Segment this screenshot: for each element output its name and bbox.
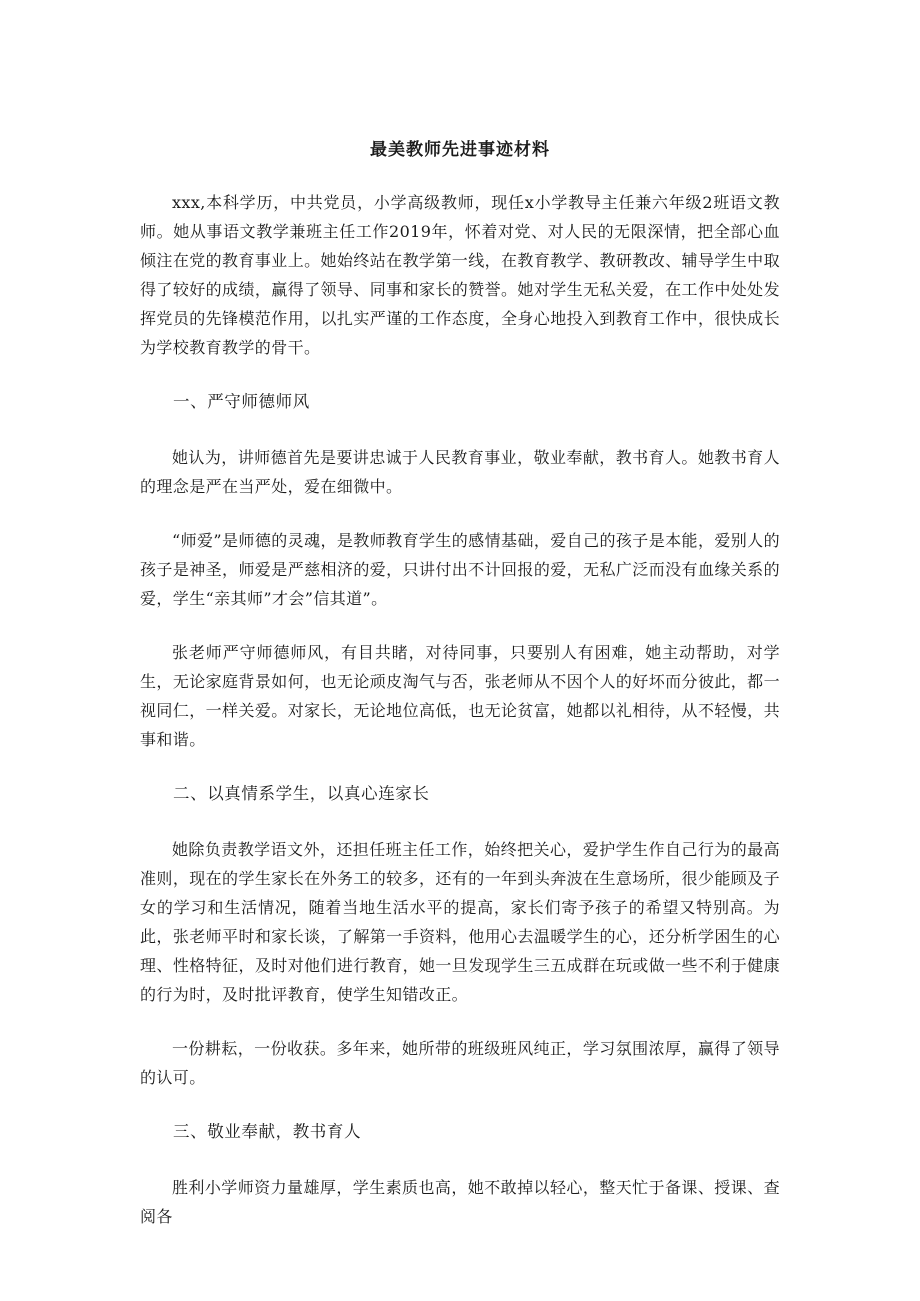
- paragraph: 张老师严守师德师风，有目共睹，对待同事，只要别人有困难，她主动帮助，对学生，无论家庭背景如何，也无论顽皮淘气与否，张老师从不因个人的好坏而分彼此，都一视同仁，一样关爱。对家长，无论地位高低，也无论贫富，她都以礼相待，从不轻慢，共事和谐。: [140, 643, 780, 749]
- section-heading-3: 三、敬业奉献，教书育人: [173, 1122, 362, 1141]
- paragraph: 一份耕耘，一份收获。多年来，她所带的班级班风纯正，学习氛围浓厚，赢得了领导的认可。: [140, 1039, 780, 1087]
- section-heading-2: 二、以真情系学生，以真心连家长: [173, 784, 430, 803]
- section-heading-1: 一、严守师德师风: [173, 392, 310, 411]
- paragraph: 她除负责教学语文外，还担任班主任工作，始终把关心，爱护学生作自己行为的最高准则，现在的学生家长在外务工的较多，还有的一年到头奔波在生意场所，很少能顾及子女的学习和生活情况，随着当地生活水平的提高，家长们寄予孩子的希望又特别高。为此，张老师平时和家长谈，了解第一手资料，他用心去温暖学生的心，还分析学困生的心理、性格特征，及时对他们进行教育，她一旦发现学生三五成群在玩或做一些不利于健康的行为时，及时批评教育，使学生知错改正。: [140, 840, 780, 1004]
- intro-paragraph: xxx,本科学历，中共党员，小学高级教师，现任x小学教导主任兼六年级2班语文教师。她从事语文教学兼班主任工作2019年，怀着对党、对人民的无限深情，把全部心血倾注在党的教育事业上。她始终站在教学第一线，在教育教学、教研教改、辅导学生中取得了较好的成绩，赢得了领导、同事和家长的赞誉。她对学生无私关爱，在工作中处处发挥党员的先锋模范作用，以扎实严谨的工作态度，全身心地投入到教育工作中，很快成长为学校教育教学的骨干。: [140, 193, 780, 357]
- page-title: 最美教师先进事迹材料: [370, 140, 550, 160]
- paragraph: “师爱”是师德的灵魂，是教师教育学生的感情基础，爱自己的孩子是本能，爱别人的孩子是神圣，师爱是严慈相济的爱，只讲付出不计回报的爱，无私广泛而没有血缘关系的爱，学生“亲其师”才会”信其道”。: [140, 531, 780, 608]
- document-body: [140, 188, 780, 1256]
- paragraph: 她认为，讲师德首先是要讲忠诚于人民教育事业，敬业奉献，教书育人。她教书育人的理念是严在当严处，爱在细微中。: [140, 448, 780, 496]
- paragraph: 胜利小学师资力量雄厚，学生素质也高，她不敢掉以轻心，整天忙于备课、授课、查阅各: [140, 1178, 780, 1226]
